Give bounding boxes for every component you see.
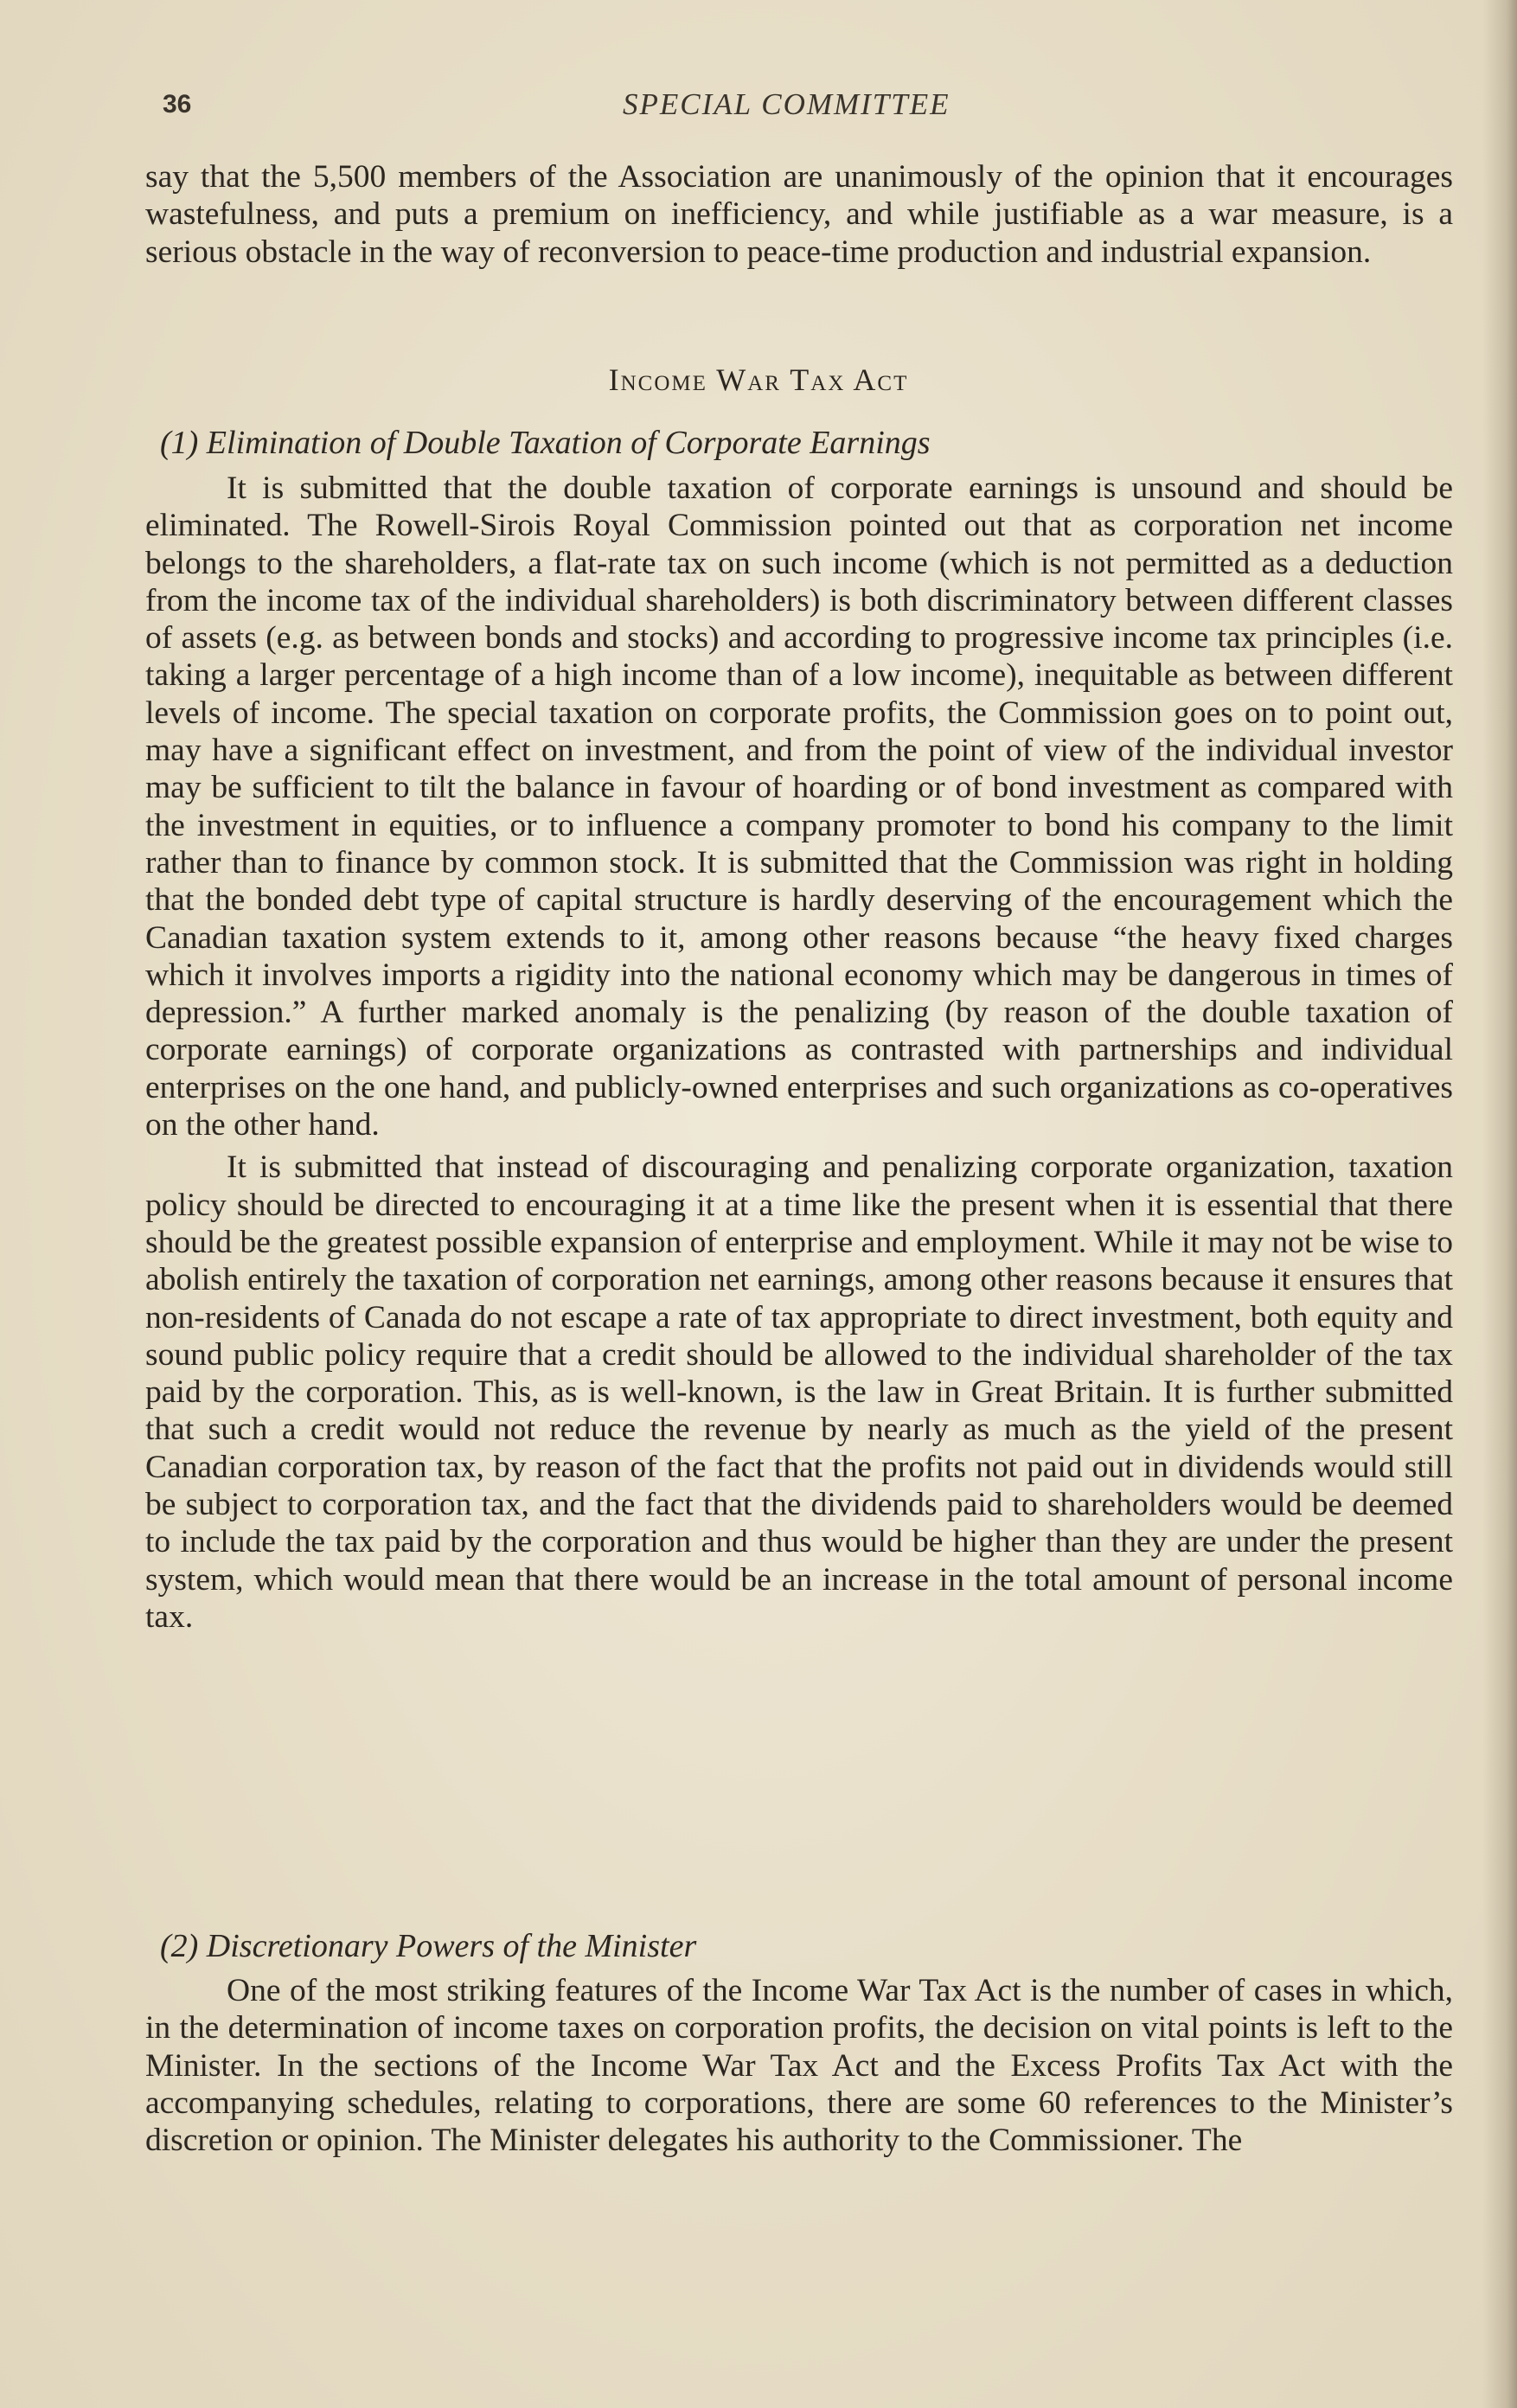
subsection-2-heading: (2) Discretionary Powers of the Minister [160, 1928, 697, 1964]
page-header [0, 83, 1517, 126]
body-paragraph: It is submitted that the double taxation of corporate earnings is unsound and should be eliminated. The Rowell-Sirois Royal Commission pointed out that as corporation net income belongs to the shareholders, a flat-rate tax on such income (which is not permitted as a deduction from the income tax of the individual shareholders) is both discriminatory between different classes of assets (e.g. as between bonds and stocks) and according to progressive income tax principles (i.e. taking a larger percentage of a high income than of a low income), inequitable as between different levels of income. The special taxation on corporate profits, the Commission goes on to point out, may have a significant effect on investment, and from the point of view of the individual investor may be sufficient to tilt the balance in favour of hoarding or of bond investment as compared with the investment in equities, or to influence a company promoter to bond his company to the limit rather than to finance by common stock. It is submitted that the Commission was right in holding that the bonded debt type of capital structure is hardly deserving of the encouragement which the Canadian taxation system extends to it, among other reasons because “the heavy fixed charges which it involves imports a rigidity into the national economy which may be dangerous in times of depression.” A further marked anomaly is the penalizing (by reason of the double taxation of corporate earnings) of corporate organizations as contrasted with partnerships and individual enterprises on the one hand, and publicly-owned enterprises and such organizations as co-operatives on the other hand. [145, 471, 1453, 1143]
running-head: SPECIAL COMMITTEE [623, 87, 951, 121]
subsection-2-body [145, 1972, 1453, 2159]
section-heading: Income War Tax Act [608, 362, 909, 397]
body-paragraph: It is submitted that instead of discouraging and penalizing corporate organization, taxation policy should be directed to encouraging it at a time like the present when it is essential that there should be the greatest possible expansion of enterprise and employment. While it may not be wise to abolish entirely the taxation of corporation net earnings, among other reasons because it ensures that non-residents of Canada do not escape a rate of tax appropriate to direct investment, both equity and sound public policy require that a credit should be allowed to the individual shareholder of the tax paid by the corporation. This, as is well-known, is the law in Great Britain. It is further submitted that such a credit would not reduce the revenue by nearly as much as the yield of the present Canadian corporation tax, by reason of the fact that the profits not paid out in dividends would still be subject to corporation tax, and the fact that the dividends paid to shareholders would be deemed to include the tax paid by the corporation and thus would be higher than they are under the present system, which would mean that there would be an increase in the total amount of personal income tax. [145, 1150, 1453, 1635]
subsection-1-heading: (1) Elimination of Double Taxation of Corporate Earnings [160, 425, 931, 461]
page-number: 36 [163, 90, 192, 118]
intro-text [145, 158, 1453, 271]
body-paragraph: One of the most striking features of the Income War Tax Act is the number of cases in which, in the determination of income taxes on corporation profits, the decision on vital points is left to the Minister. In the sections of the Income War Tax Act and the Excess Profits Tax Act with the accompanying schedules, relating to corporations, there are some 60 references to the Minister’s discretion or opinion. The Minister delegates his authority to the Commissioner. The [145, 1973, 1453, 2159]
subsection-1-body [145, 470, 1453, 1636]
intro-paragraph: say that the 5,500 members of the Association are unanimously of the opinion that it encourages wastefulness, and puts a premium on inefficiency, and while justifiable as a war measure, is a serious obstacle in the way of reconversion to peace-time production and industrial expansion. [145, 159, 1453, 270]
